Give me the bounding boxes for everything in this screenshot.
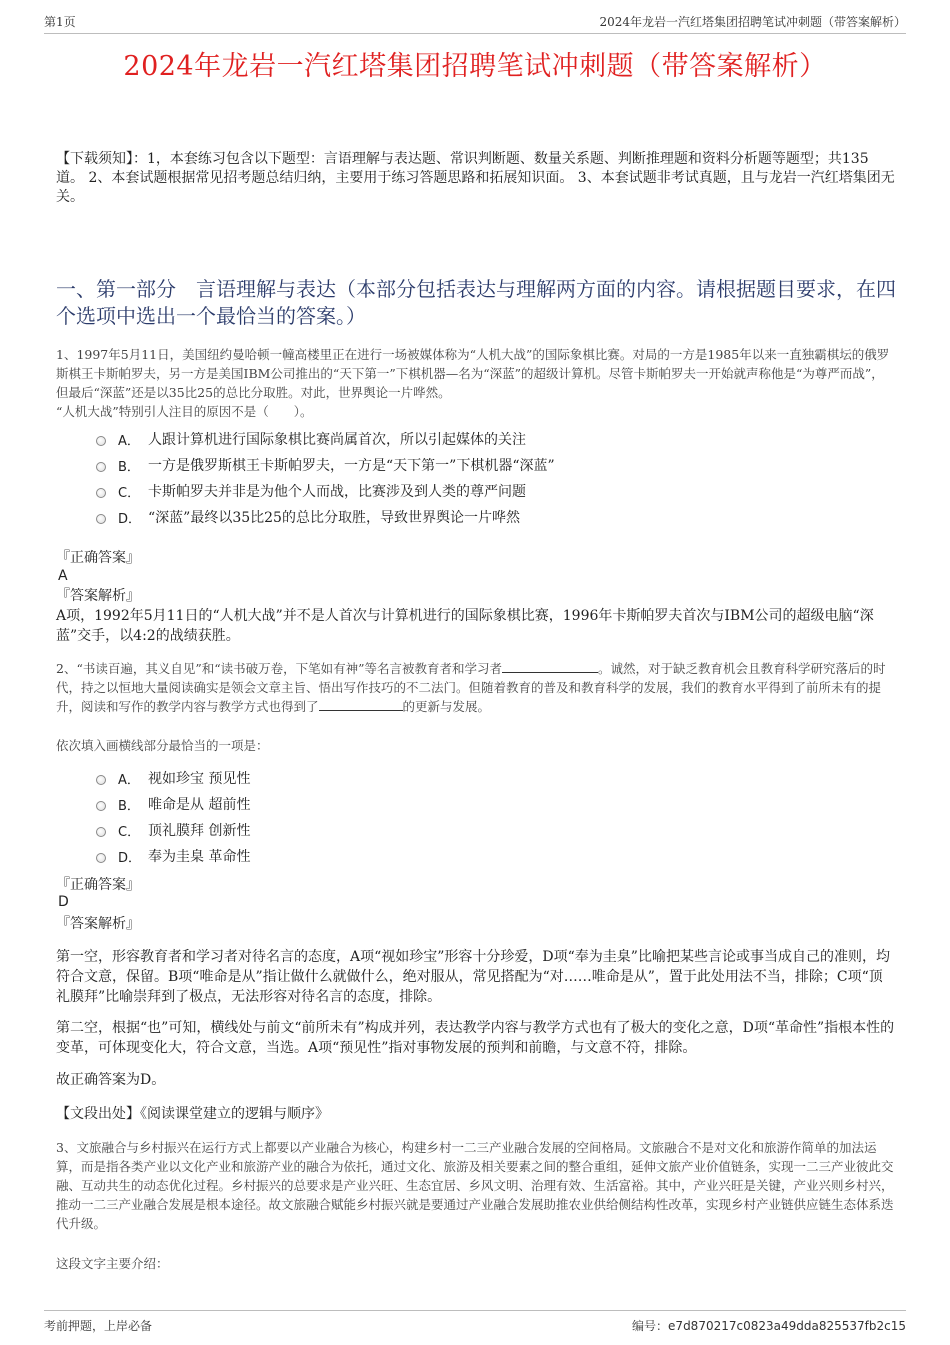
answer-analysis: A项，1992年5月11日的“人机大战”并不是人首次与计算机进行的国际象棋比赛，1996年卡斯帕罗夫首次与IBM公司的超级电脑“深蓝”交手，以4:2的战绩获胜。 bbox=[56, 608, 874, 644]
option-d[interactable]: D． 奉为圭臬 革命性 bbox=[96, 843, 876, 869]
analysis-conclusion: 故正确答案为D。 bbox=[56, 1072, 166, 1088]
question-1-text: 1、1997年5月11日，美国纽约曼哈顿一幢高楼里正在进行一场被媒体称为“人机大战”的国际象棋比赛。对局的一方是1985年以来一直独霸棋坛的俄罗斯棋王卡斯帕罗夫，另一方是美国IBM公司推出的“天下第一”下棋机器—名为“深蓝”的超级计算机。尽管卡斯帕罗夫一开始就声称他是“为尊严而战”，但最后“深蓝”还是以35比25的总比分取胜。对此，世界舆论一片哗然。 bbox=[56, 347, 890, 400]
radio-icon[interactable] bbox=[96, 462, 106, 472]
option-b[interactable]: B． 唯命是从 超前性 bbox=[96, 791, 876, 817]
page-header bbox=[44, 14, 906, 34]
fill-blank bbox=[502, 661, 598, 673]
page-number: 第1页 bbox=[44, 15, 76, 29]
analysis-paragraph-2: 第二空，根据“也”可知，横线处与前文“前所未有”构成并列，表达教学内容与教学方式也有了极大的变化之意，D项“革命性”指根本性的变革，可体现变化大，符合文意，当选。A项“预见性”指对事物发展的预判和前瞻，与文意不符，排除。 bbox=[56, 1020, 895, 1056]
download-notice: 【下载须知】：1，本套练习包含以下题型：言语理解与表达题、常识判断题、数量关系题、判断推理题和资料分析题等题型；共135道。 2、本套试题根据常见招考题总结归纳，主要用于练习答题思路和拓展知识面。 3、本套试题非考试真题，且与龙岩一汽红塔集团无关。 bbox=[56, 151, 895, 205]
question-2-prompt: 依次填入画横线部分最恰当的一项是： bbox=[56, 738, 269, 753]
question-3-stem: 3、文旅融合与乡村振兴在运行方式上都要以产业融合为核心，构建乡村一二三产业融合发展的空间格局。文旅融合不是对文化和旅游作简单的加法运算，而是指各类产业以文化产业和旅游产业的融合为依托，通过文化、旅游及相关要素之间的整合重组，延伸文旅产业价值链条，实现一二三产业彼此交融、互动共生的动态优化过程。乡村振兴的总要求是产业兴旺、生态宜居、乡风文明、治理有效、生活富裕。其中，产业兴旺是关键，产业兴则乡村兴，推动一二三产业融合发展是根本途径。故文旅融合赋能乡村振兴就是要通过产业融合发展助推农业供给侧结构性改革，实现乡村产业链供应链生态体系迭代升级。 bbox=[56, 1140, 894, 1231]
question-1-options bbox=[96, 426, 876, 530]
header-doc-title: 2024年龙岩一汽红塔集团招聘笔试冲刺题（带答案解析） bbox=[599, 15, 906, 29]
correct-answer: D bbox=[58, 894, 69, 910]
analysis-paragraph-1: 第一空，形容教育者和学习者对待名言的态度，A项“视如珍宝”形容十分珍爱，D项“奉为圭臬”比喻把某些言论或事当成自己的准则，均符合文意，保留。B项“唯命是从”指让做什么就做什么，绝对服从，常见搭配为“对……唯命是从”，置于此处用法不当，排除；C项“顶礼膜拜”比喻崇拜到了极点，无法形容对待名言的态度，排除。 bbox=[56, 949, 890, 1005]
radio-icon[interactable] bbox=[96, 853, 106, 863]
section-title: 一、第一部分 言语理解与表达（本部分包括表达与理解两方面的内容。请根据题目要求，在四个选项中选出一个最恰当的答案。） bbox=[56, 277, 896, 328]
question-2-options bbox=[96, 765, 876, 869]
footer-slogan: 考前押题，上岸必备 bbox=[44, 1319, 153, 1333]
option-c[interactable]: C． 卡斯帕罗夫并非是为他个人而战，比赛涉及到人类的尊严问题 bbox=[96, 478, 876, 504]
option-d[interactable]: D． “深蓝”最终以35比25的总比分取胜，导致世界舆论一片哗然 bbox=[96, 504, 876, 530]
radio-icon[interactable] bbox=[96, 801, 106, 811]
radio-icon[interactable] bbox=[96, 436, 106, 446]
fill-blank bbox=[319, 699, 403, 711]
option-a[interactable]: A． 视如珍宝 预见性 bbox=[96, 765, 876, 791]
correct-answer: A bbox=[58, 568, 68, 584]
question-1-prompt: “人机大战”特别引人注目的原因不是（ ）。 bbox=[56, 404, 313, 419]
analysis-label: 『答案解析』 bbox=[56, 588, 140, 604]
document-code: 编号：e7d870217c0823a49dda825537fb2c15 bbox=[632, 1319, 906, 1333]
radio-icon[interactable] bbox=[96, 827, 106, 837]
document-title: 2024年龙岩一汽红塔集团招聘笔试冲刺题（带答案解析） bbox=[123, 51, 827, 82]
option-a[interactable]: A． 人跟计算机进行国际象棋比赛尚属首次，所以引起媒体的关注 bbox=[96, 426, 876, 452]
analysis-label: 『答案解析』 bbox=[56, 916, 140, 932]
option-c[interactable]: C． 顶礼膜拜 创新性 bbox=[96, 817, 876, 843]
radio-icon[interactable] bbox=[96, 514, 106, 524]
passage-source: 【文段出处】《阅读课堂建立的逻辑与顺序》 bbox=[56, 1106, 329, 1122]
page-footer bbox=[44, 1310, 906, 1334]
question-1-stem bbox=[56, 345, 896, 421]
radio-icon[interactable] bbox=[96, 488, 106, 498]
option-b[interactable]: B． 一方是俄罗斯棋王卡斯帕罗夫，一方是“天下第一”下棋机器“深蓝” bbox=[96, 452, 876, 478]
answer-label: 『正确答案』 bbox=[56, 877, 140, 893]
radio-icon[interactable] bbox=[96, 775, 106, 785]
answer-label: 『正确答案』 bbox=[56, 550, 140, 566]
question-2-stem: 2、“书读百遍，其义自见”和“读书破万卷，下笔如有神”等名言被教育者和学习者 。诚然，对于缺乏教育机会且教育科学研究落后的时代，持之以恒地大量阅读确实是领会文章主旨、悟出写作技巧的不二法门。但随着教育的普及和教育科学的发展，我们的教育水平得到了前所未有的提升，阅读和写作的教学内容与教学方式也得到了 的更新与发展。 bbox=[56, 661, 886, 714]
question-3-prompt: 这段文字主要介绍： bbox=[56, 1256, 169, 1271]
